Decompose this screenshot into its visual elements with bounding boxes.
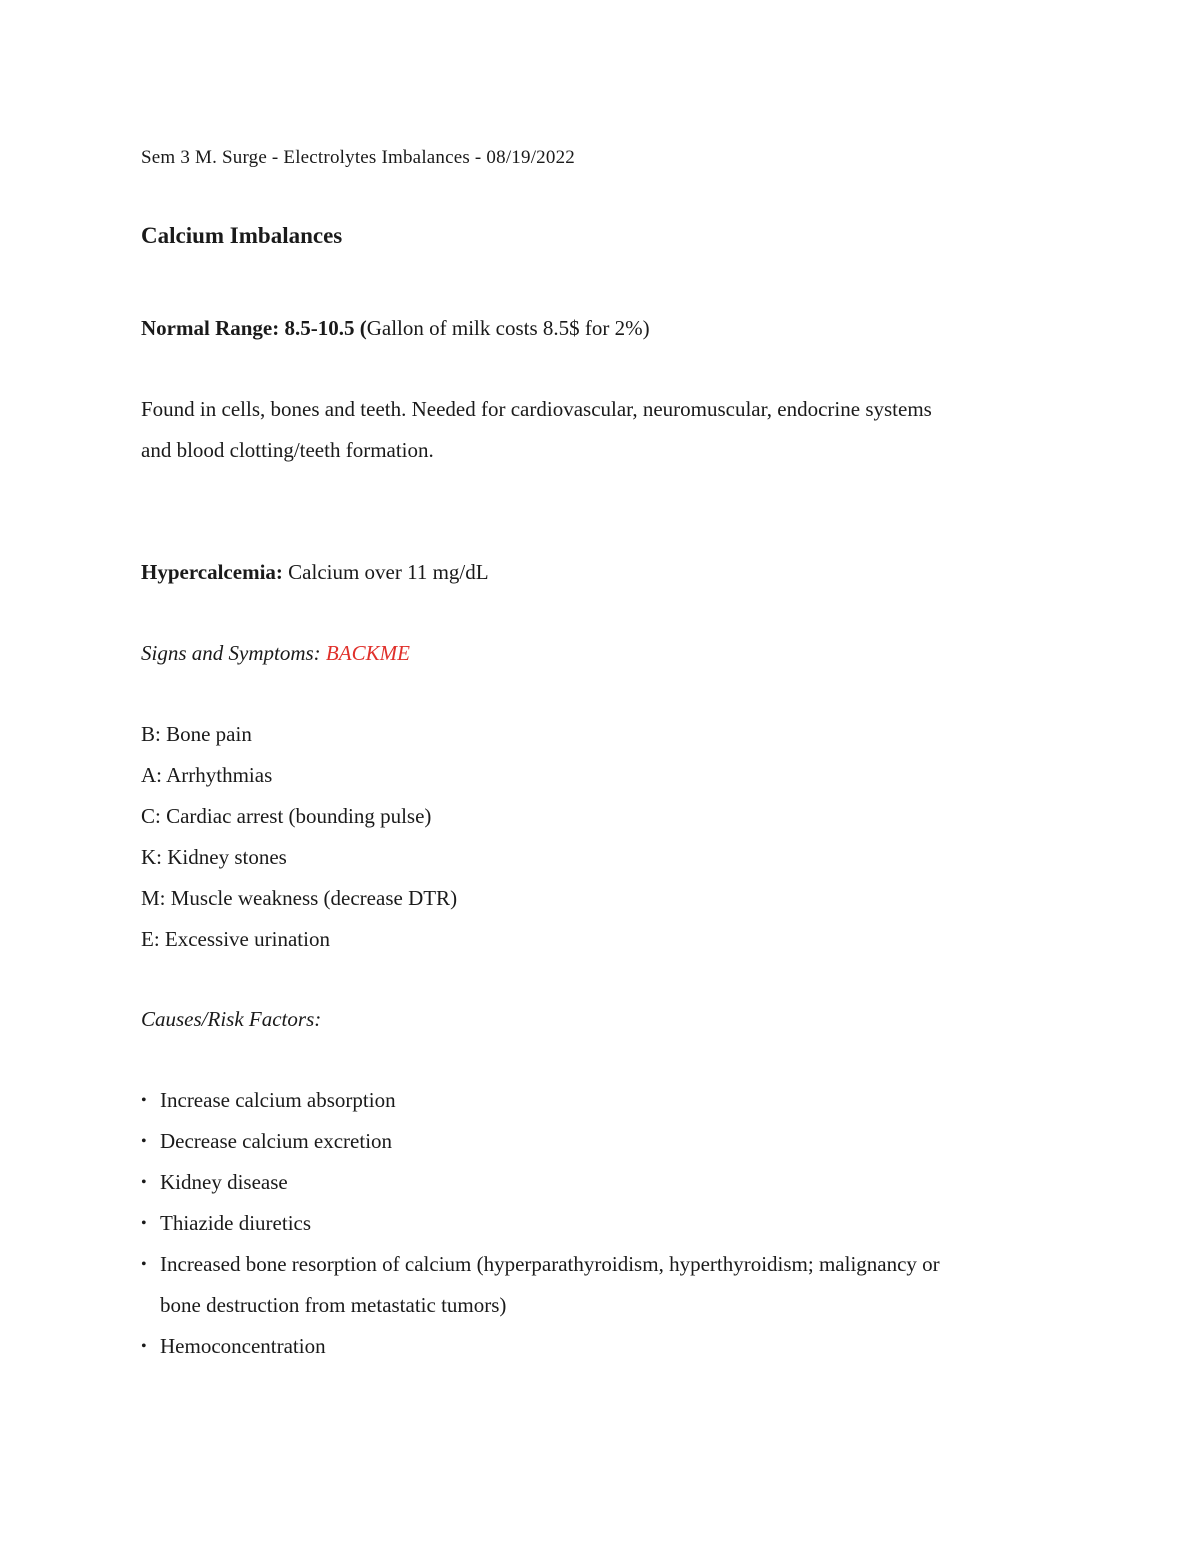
list-item: • Increase calcium absorption xyxy=(141,1080,1061,1121)
causes-heading: Causes/Risk Factors: xyxy=(141,1007,322,1031)
document-page xyxy=(141,140,1061,1358)
signs-heading xyxy=(141,633,1061,674)
list-item: • Increased bone resorption of calcium (hyperparathyroidism, hyperthyroidism; malignancy or xyxy=(141,1244,1061,1285)
description-line-1: Found in cells, bones and teeth. Needed for cardiovascular, neuromuscular, endocrine systems xyxy=(141,397,932,421)
section-title: Calcium Imbalances xyxy=(141,223,343,248)
list-item: A: Arrhythmias xyxy=(141,763,273,787)
hypercalcemia-paragraph xyxy=(141,552,1061,593)
normal-range-paragraph xyxy=(141,308,1061,349)
bullet-icon: • xyxy=(141,1338,147,1355)
mnemonic-backme: BACKME xyxy=(325,641,410,665)
signs-label: Signs and Symptoms: xyxy=(141,641,326,665)
bullet-icon: • xyxy=(141,1256,147,1273)
hypercalcemia-label: Hypercalcemia: xyxy=(141,560,283,584)
list-item: • Hemoconcentration xyxy=(141,1326,1061,1367)
document-header: Sem 3 M. Surge - Electrolytes Imbalances - 08/19/2022 xyxy=(141,147,575,168)
list-item: • Decrease calcium excretion xyxy=(141,1121,1061,1162)
bullet-icon: • xyxy=(141,1174,147,1191)
normal-range-text: Gallon of milk costs 8.5$ for 2%) xyxy=(366,316,650,340)
list-item: • Thiazide diuretics xyxy=(141,1203,1061,1244)
list-item-continuation: bone destruction from metastatic tumors) xyxy=(160,1293,507,1317)
normal-range-label: Normal Range: 8.5-10.5 ( xyxy=(141,316,367,340)
description-line-2: and blood clotting/teeth formation. xyxy=(141,438,434,462)
list-item: E: Excessive urination xyxy=(141,927,330,951)
causes-list xyxy=(141,1080,1061,1367)
list-item: K: Kidney stones xyxy=(141,845,287,869)
list-item: • Kidney disease xyxy=(141,1162,1061,1203)
bullet-icon: • xyxy=(141,1092,147,1109)
hypercalcemia-text: Calcium over 11 mg/dL xyxy=(282,560,489,584)
description-paragraph xyxy=(141,389,1061,471)
bullet-icon: • xyxy=(141,1133,147,1150)
signs-list xyxy=(141,714,1061,960)
bullet-icon: • xyxy=(141,1215,147,1232)
list-item: C: Cardiac arrest (bounding pulse) xyxy=(141,804,432,828)
list-item: B: Bone pain xyxy=(141,722,252,746)
list-item: M: Muscle weakness (decrease DTR) xyxy=(141,886,458,910)
